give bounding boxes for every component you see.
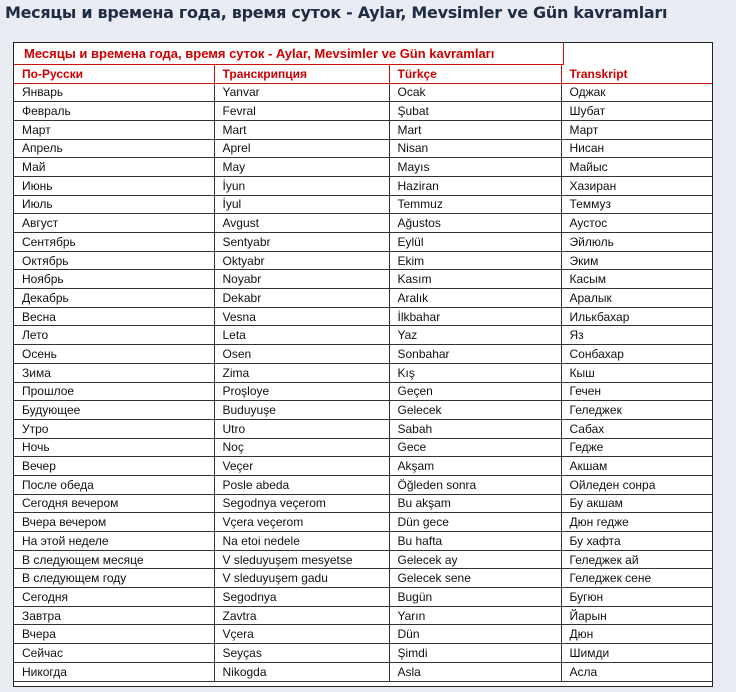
cell-transcription: Na etoi nedele — [214, 532, 389, 551]
cell-russian: В следующем месяце — [14, 550, 214, 569]
cell-turkish: Öğleden sonra — [389, 475, 561, 494]
table-row — [14, 120, 712, 139]
cell-russian: Ноябрь — [14, 270, 214, 289]
cell-transcription: Osen — [214, 345, 389, 364]
cell-transkript: Дюн гедже — [561, 513, 712, 532]
table-row — [14, 494, 712, 513]
vocabulary-sheet — [13, 42, 713, 687]
table-row — [14, 176, 712, 195]
table-row — [14, 363, 712, 382]
cell-russian: Июнь — [14, 176, 214, 195]
cell-turkish: Ekim — [389, 251, 561, 270]
cell-transcription: Noç — [214, 438, 389, 457]
cell-russian: Ночь — [14, 438, 214, 457]
vocabulary-table — [14, 65, 712, 682]
cell-transkript: Бу хафта — [561, 532, 712, 551]
table-row — [14, 625, 712, 644]
cell-transkript: Эким — [561, 251, 712, 270]
cell-transkript: Хазиран — [561, 176, 712, 195]
cell-transcription: Vçera — [214, 625, 389, 644]
cell-russian: Весна — [14, 307, 214, 326]
cell-russian: Сентябрь — [14, 233, 214, 252]
cell-transkript: Асла — [561, 662, 712, 681]
table-row — [14, 270, 712, 289]
cell-transcription: İyul — [214, 195, 389, 214]
table-row — [14, 513, 712, 532]
cell-transkript: Илькбахар — [561, 307, 712, 326]
cell-turkish: Bu hafta — [389, 532, 561, 551]
cell-transcription: Seyças — [214, 644, 389, 663]
cell-transkript: Йарын — [561, 606, 712, 625]
cell-turkish: Bu akşam — [389, 494, 561, 513]
cell-transkript: Бу акшам — [561, 494, 712, 513]
cell-transkript: Дюн — [561, 625, 712, 644]
cell-transcription: Segodnya veçerom — [214, 494, 389, 513]
cell-turkish: Dün gece — [389, 513, 561, 532]
cell-transkript: Шимди — [561, 644, 712, 663]
cell-russian: На этой неделе — [14, 532, 214, 551]
cell-turkish: Akşam — [389, 457, 561, 476]
cell-russian: Вчера вечером — [14, 513, 214, 532]
table-row — [14, 438, 712, 457]
cell-russian: Завтра — [14, 606, 214, 625]
table-row — [14, 550, 712, 569]
table-row — [14, 475, 712, 494]
table-row — [14, 401, 712, 420]
cell-transcription: Nikogda — [214, 662, 389, 681]
cell-russian: Утро — [14, 419, 214, 438]
cell-transkript: Майыс — [561, 158, 712, 177]
table-row — [14, 382, 712, 401]
cell-russian: Вчера — [14, 625, 214, 644]
cell-transkript: Акшам — [561, 457, 712, 476]
cell-transkript: Геледжек — [561, 401, 712, 420]
cell-russian: Февраль — [14, 102, 214, 121]
cell-russian: Март — [14, 120, 214, 139]
cell-russian: Никогда — [14, 662, 214, 681]
table-row — [14, 214, 712, 233]
cell-russian: Сейчас — [14, 644, 214, 663]
cell-russian: Осень — [14, 345, 214, 364]
cell-russian: Октябрь — [14, 251, 214, 270]
cell-russian: В следующем году — [14, 569, 214, 588]
cell-turkish: Aralık — [389, 289, 561, 308]
table-row — [14, 644, 712, 663]
cell-transcription: Dekabr — [214, 289, 389, 308]
cell-transcription: Utro — [214, 419, 389, 438]
cell-russian: Август — [14, 214, 214, 233]
cell-transkript: Кыш — [561, 363, 712, 382]
cell-turkish: Sonbahar — [389, 345, 561, 364]
table-header-row — [14, 65, 712, 83]
table-row — [14, 139, 712, 158]
table-row — [14, 419, 712, 438]
table-row — [14, 569, 712, 588]
cell-russian: Январь — [14, 83, 214, 102]
cell-transkript: Геледжек сене — [561, 569, 712, 588]
cell-turkish: Şubat — [389, 102, 561, 121]
cell-russian: Июль — [14, 195, 214, 214]
cell-turkish: Sabah — [389, 419, 561, 438]
column-header-russian: По-Русски — [14, 65, 214, 83]
cell-transkript: Сабах — [561, 419, 712, 438]
cell-transcription: Proşloye — [214, 382, 389, 401]
cell-turkish: Mart — [389, 120, 561, 139]
cell-russian: Будующее — [14, 401, 214, 420]
cell-transkript: Касым — [561, 270, 712, 289]
table-row — [14, 233, 712, 252]
cell-russian: Май — [14, 158, 214, 177]
cell-transcription: V sleduyuşem mesyetse — [214, 550, 389, 569]
table-row — [14, 662, 712, 681]
cell-turkish: Şimdi — [389, 644, 561, 663]
cell-transkript: Эйлюль — [561, 233, 712, 252]
cell-transcription: Leta — [214, 326, 389, 345]
cell-transkript: Бугюн — [561, 588, 712, 607]
cell-transkript: Ойледен сонра — [561, 475, 712, 494]
cell-transcription: V sleduyuşem gadu — [214, 569, 389, 588]
cell-transcription: Aprel — [214, 139, 389, 158]
table-row — [14, 289, 712, 308]
cell-transcription: Yanvar — [214, 83, 389, 102]
cell-turkish: Dün — [389, 625, 561, 644]
cell-transcription: May — [214, 158, 389, 177]
table-title: Месяцы и времена года, время суток - Aylar, Mevsimler ve Gün kavramları — [14, 43, 564, 65]
table-row — [14, 326, 712, 345]
table-row — [14, 532, 712, 551]
table-row — [14, 606, 712, 625]
table-row — [14, 251, 712, 270]
cell-turkish: Mayıs — [389, 158, 561, 177]
cell-russian: Декабрь — [14, 289, 214, 308]
column-header-transkript: Transkript — [561, 65, 712, 83]
cell-transcription: Veçer — [214, 457, 389, 476]
cell-transcription: Zima — [214, 363, 389, 382]
cell-transcription: Zavtra — [214, 606, 389, 625]
cell-transcription: Fevral — [214, 102, 389, 121]
table-row — [14, 102, 712, 121]
cell-transkript: Гечен — [561, 382, 712, 401]
cell-turkish: Kasım — [389, 270, 561, 289]
cell-turkish: Nisan — [389, 139, 561, 158]
table-row — [14, 307, 712, 326]
cell-transcription: Noyabr — [214, 270, 389, 289]
cell-transcription: İyun — [214, 176, 389, 195]
cell-transkript: Геледжек ай — [561, 550, 712, 569]
table-row — [14, 457, 712, 476]
cell-turkish: Gelecek — [389, 401, 561, 420]
cell-russian: После обеда — [14, 475, 214, 494]
cell-turkish: Yaz — [389, 326, 561, 345]
cell-transkript: Аустос — [561, 214, 712, 233]
cell-russian: Апрель — [14, 139, 214, 158]
cell-turkish: Kış — [389, 363, 561, 382]
cell-transcription: Oktyabr — [214, 251, 389, 270]
cell-turkish: Asla — [389, 662, 561, 681]
column-header-transcription: Транскрипция — [214, 65, 389, 83]
cell-transkript: Нисан — [561, 139, 712, 158]
cell-turkish: Ağustos — [389, 214, 561, 233]
page-title: Месяцы и времена года, время суток - Aylar, Mevsimler ve Gün kavramları — [5, 3, 668, 22]
cell-transkript: Яз — [561, 326, 712, 345]
table-row — [14, 588, 712, 607]
cell-turkish: Gelecek sene — [389, 569, 561, 588]
cell-transkript: Сонбахар — [561, 345, 712, 364]
cell-russian: Сегодня вечером — [14, 494, 214, 513]
cell-russian: Зима — [14, 363, 214, 382]
cell-turkish: Ocak — [389, 83, 561, 102]
cell-turkish: İlkbahar — [389, 307, 561, 326]
cell-turkish: Yarın — [389, 606, 561, 625]
cell-transkript: Оджак — [561, 83, 712, 102]
cell-turkish: Gelecek ay — [389, 550, 561, 569]
cell-russian: Сегодня — [14, 588, 214, 607]
cell-russian: Вечер — [14, 457, 214, 476]
table-row — [14, 83, 712, 102]
cell-turkish: Geçen — [389, 382, 561, 401]
cell-transcription: Mart — [214, 120, 389, 139]
cell-transcription: Buduyuşe — [214, 401, 389, 420]
cell-transkript: Аралык — [561, 289, 712, 308]
cell-transkript: Март — [561, 120, 712, 139]
cell-russian: Лето — [14, 326, 214, 345]
cell-turkish: Bugün — [389, 588, 561, 607]
cell-transcription: Vçera veçerom — [214, 513, 389, 532]
cell-turkish: Gece — [389, 438, 561, 457]
cell-transcription: Segodnya — [214, 588, 389, 607]
table-row — [14, 345, 712, 364]
cell-transkript: Шубат — [561, 102, 712, 121]
cell-transcription: Vesna — [214, 307, 389, 326]
cell-transcription: Posle abeda — [214, 475, 389, 494]
column-header-turkish: Türkçe — [389, 65, 561, 83]
table-row — [14, 158, 712, 177]
cell-transkript: Гедже — [561, 438, 712, 457]
cell-turkish: Eylül — [389, 233, 561, 252]
table-row — [14, 195, 712, 214]
cell-turkish: Temmuz — [389, 195, 561, 214]
cell-turkish: Haziran — [389, 176, 561, 195]
cell-transcription: Sentyabr — [214, 233, 389, 252]
cell-transkript: Теммуз — [561, 195, 712, 214]
cell-transcription: Avgust — [214, 214, 389, 233]
cell-russian: Прошлое — [14, 382, 214, 401]
